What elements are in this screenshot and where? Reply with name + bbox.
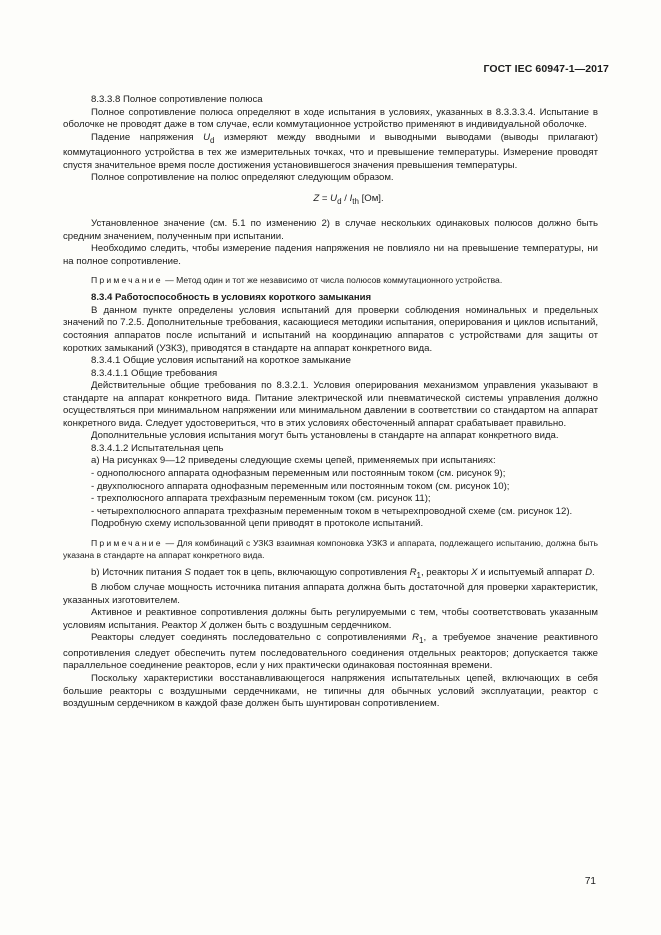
paragraph: Подробную схему использованной цепи приводят в протоколе испытаний.: [91, 518, 424, 530]
paragraph: Необходимо следить, чтобы измерение падения напряжения не повлияло ни на превышение температуры, ни на полное сопротивление.: [63, 243, 598, 267]
list-intro: а) На рисунках 9—12 приведены следующие схемы цепей, применяемых при испытаниях:: [91, 455, 496, 467]
list-item: - трехполюсного аппарата трехфазным переменным током (см. рисунок 11);: [91, 493, 431, 505]
note: Примечание — Метод один и тот же независимо от числа полюсов коммутационного устройства.: [91, 275, 503, 286]
note: Примечание — Для комбинаций с УЗКЗ взаимная компоновка УЗКЗ и аппарата, подлежащего испытанию, должна быть указана в стандарте на аппарат конкретного вида.: [63, 537, 598, 560]
paragraph: Действительные общие требования по 8.3.2.1. Условия оперирования механизмом управления указывают в стандарте на аппарат конкретного вида. Питание электрической или пневматической системы управления должно осуществляться при минимальном напряжении или минимальном давлении в соответствии со стандартом на аппарат конкретного вида. Следует удостовериться, что в этих условиях обесточенный аппарат срабатывает правильно.: [63, 380, 598, 429]
paragraph: Полное сопротивление полюса определяют в ходе испытания в условиях, указанных в 8.3.3.3.4. Испытание в оболочке не проводят даже в том случае, если коммутационное устройство применяют в индивидуальной оболочке.: [63, 106, 598, 131]
paragraph: В данном пункте определены условия испытаний для проверки соблюдения номинальных и предельных значений по 7.2.5. Дополнительные требования, касающиеся методики испытания, оперирования и циклов испытаний, состояния аппаратов после испытаний и испытаний на координацию аппаратов с устройствами для защиты от коротких замыканий (УЗКЗ), приводятся в стандарте на аппарат конкретного вида.: [63, 304, 598, 354]
subclause-8-3-4-1-heading: 8.3.4.1 Общие условия испытаний на короткое замыкание: [91, 355, 352, 367]
list-item: - однополюсного аппарата однофазным переменным или постоянным током (см. рисунок 9);: [91, 468, 506, 480]
note-label: Примечание: [91, 537, 163, 548]
note-label: Примечание: [91, 275, 163, 286]
subclause-8-3-4-1-1-heading: 8.3.4.1.1 Общие требования: [91, 367, 218, 379]
paragraph: Установленное значение (см. 5.1 по изменению 2) в случае нескольких одинаковых полюсов должно быть средним значением, полученным при испытании.: [63, 218, 598, 242]
clause-8-3-4-heading: 8.3.4 Работоспособность в условиях короткого замыкания: [91, 292, 372, 304]
paragraph: b) Источник питания S подает ток в цепь, включающую сопротивления $R_1$, реакторы X и испытуемый аппарат D.: [91, 566, 595, 580]
paragraph: Падение напряжения $U_d$ измеряют между вводными и выводными выводами (выводы прилагают) коммутационного устройства в тех же измерительных точках, что и превышение температуры. Измерение проводят спустя значительное время после достижения установившегося значения превышения температуры.: [63, 131, 598, 171]
list-item: - двухполюсного аппарата однофазным переменным или постоянным током (см. рисунок 10);: [91, 480, 510, 492]
document-header: ГОСТ IEC 60947-1—2017: [483, 63, 609, 75]
paragraph: Дополнительные условия испытания могут быть установлены в стандарте на аппарат конкретного вида.: [91, 430, 559, 442]
paragraph: Реакторы следует соединять последовательно с сопротивлениями $R_1$, а требуемое значение реактивного сопротивления следует обеспечить путем последовательного соединения отдельных реакторов; допускается также параллельное соединение реакторов, если у них практически одинаковая постоянная времени.: [63, 632, 599, 672]
subclause-8-3-4-1-2-heading: 8.3.4.1.2 Испытательная цепь: [91, 442, 224, 454]
formula: $Z = U_d / I_{th}$ [Ом].: [313, 192, 384, 206]
subclause-8-3-3-8-heading: 8.3.3.8 Полное сопротивление полюса: [91, 94, 263, 105]
page-number: 71: [584, 876, 596, 887]
paragraph: В любом случае мощность источника питания аппарата должна быть достаточной для проверки характеристик, указанных изготовителем.: [63, 582, 598, 606]
list-item: - четырехполюсного аппарата трехфазным переменным током в четырехпроводной схеме (см. рисунок 12).: [91, 505, 573, 517]
paragraph: Поскольку характеристики восстанавливающегося напряжения испытательных цепей, включающих в себя большие реакторы с воздушными сердечниками, не типичны для обычных условий эксплуатации, реактор с воздушным сердечником в каждой фазе должен быть шунтирован сопротивлением.: [63, 672, 598, 710]
paragraph: Активное и реактивное сопротивления должны быть регулируемыми с тем, чтобы соответствовать указанным условиям испытания. Реактор X должен быть с воздушным сердечником.: [63, 607, 598, 631]
paragraph: Полное сопротивление на полюс определяют следующим образом.: [91, 172, 394, 184]
document-body: [63, 94, 598, 711]
